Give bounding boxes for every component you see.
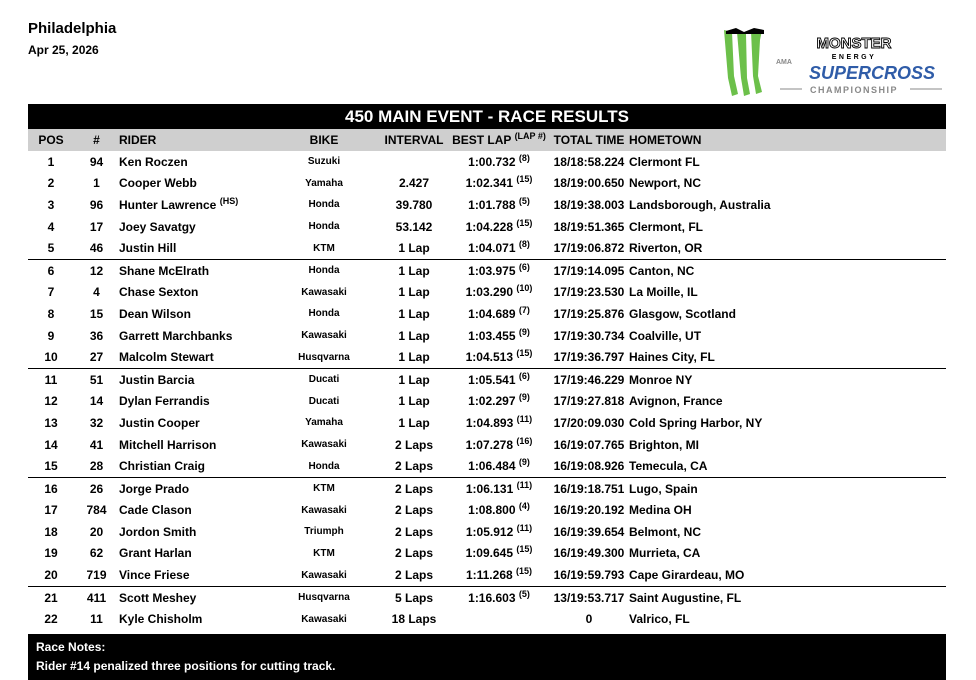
- row-num: 62: [89, 546, 104, 561]
- results-table: [28, 129, 946, 630]
- row-pos: 15: [28, 455, 74, 477]
- event-date: Apr 25, 2026: [28, 43, 99, 57]
- table-row: [28, 608, 946, 630]
- table-row: [28, 216, 946, 238]
- row-hometown: Newport, NC: [629, 176, 701, 191]
- row-pos: 17: [44, 503, 58, 518]
- row-best-lap: 1:03.455 $^{(9)}$: [468, 326, 530, 343]
- row-rider: Dean Wilson: [119, 306, 191, 321]
- row-interval: 1 Lap: [398, 263, 430, 278]
- row-best-lap: 1:06.131 $^{(11)}$: [465, 479, 533, 496]
- row-total-time: 17/19:14.095: [553, 263, 625, 278]
- row-total-time: 17/19:25.876: [553, 306, 625, 321]
- row-interval: 1 Lap: [398, 328, 430, 343]
- row-hometown: Clermont FL: [629, 154, 700, 169]
- row-rider: Garrett Marchbanks: [119, 328, 233, 343]
- row-interval: 1 Lap: [398, 415, 430, 430]
- row-hometown: Cold Spring Harbor, NY: [629, 415, 763, 430]
- row-hometown: Valrico, FL: [629, 612, 690, 627]
- row-interval: [379, 151, 449, 173]
- lap-number: (6): [518, 261, 530, 272]
- table-row: [28, 500, 946, 522]
- row-num: 1: [93, 176, 100, 191]
- row-total-time: 16/19:39.654: [553, 524, 625, 539]
- row-pos: 2: [47, 176, 55, 191]
- row-total-time: 18/19:51.365: [553, 219, 625, 234]
- row-total-time: 16/19:20.192: [553, 503, 625, 518]
- table-row: [28, 173, 946, 195]
- row-pos: 8: [47, 306, 55, 321]
- row-total-time: 16/19:07.765: [553, 437, 625, 452]
- row-hometown: Lugo, Spain: [629, 481, 698, 496]
- lap-number: (15): [516, 217, 533, 228]
- lap-number: (9): [518, 326, 530, 337]
- row-num: 46: [74, 237, 119, 259]
- row-interval: 39.780: [395, 197, 433, 212]
- row-hometown: Glasgow, Scotland: [629, 306, 736, 321]
- row-interval: 1 Lap: [398, 306, 430, 321]
- row-rider: Shane McElrath: [119, 263, 210, 278]
- row-pos: 10: [28, 346, 74, 368]
- row-total-time: 17/19:30.734: [553, 328, 625, 343]
- row-hometown: Avignon, France: [629, 394, 723, 409]
- row-num: 51: [89, 372, 104, 387]
- row-rider: Malcolm Stewart: [119, 346, 269, 368]
- row-rider: Kyle Chisholm: [119, 612, 203, 627]
- row-hometown: Landsborough, Australia: [629, 197, 771, 212]
- row-bike: Kawasaki: [301, 613, 347, 625]
- row-num: 27: [74, 346, 119, 368]
- table-row: [28, 368, 946, 390]
- row-hometown: Saint Augustine, FL: [629, 590, 742, 605]
- table-row: [28, 564, 946, 586]
- row-num: 12: [89, 263, 104, 278]
- race-notes-text: Rider #14 penalized three positions for cutting track.: [36, 659, 336, 673]
- lap-number: (15): [516, 174, 533, 185]
- row-pos: 3: [47, 197, 55, 212]
- lap-number: (11): [516, 522, 533, 533]
- row-interval: 1 Lap: [398, 394, 430, 409]
- row-bike: KTM: [269, 237, 379, 259]
- row-best-lap: 1:00.732 $^{(8)}$: [468, 152, 530, 169]
- row-interval: 2 Laps: [394, 437, 433, 452]
- row-pos: 9: [47, 328, 55, 343]
- row-hometown: Murrieta, CA: [629, 546, 701, 561]
- row-pos: 20: [28, 564, 74, 586]
- row-best-lap: 1:03.290 $^{(10)}$: [465, 283, 533, 300]
- row-total-time: 16/19:18.751: [553, 481, 625, 496]
- row-bike: Honda: [308, 199, 340, 211]
- row-num: 411: [86, 590, 107, 605]
- row-interval: 1 Lap: [398, 372, 430, 387]
- row-hometown: Medina OH: [629, 503, 692, 518]
- row-num: 28: [74, 455, 119, 477]
- lap-number: (9): [518, 457, 530, 468]
- row-pos: 11: [44, 372, 58, 387]
- row-num: 96: [89, 197, 104, 212]
- row-interval: 53.142: [395, 219, 433, 234]
- row-bike: Kawasaki: [301, 286, 347, 298]
- row-pos: 7: [47, 285, 55, 300]
- lap-number: (10): [516, 283, 533, 294]
- row-pos: 16: [44, 481, 58, 496]
- row-rider: Cooper Webb: [119, 176, 197, 191]
- row-num: 719: [74, 564, 119, 586]
- table-row: [28, 151, 946, 173]
- row-interval: 2 Laps: [379, 564, 449, 586]
- table-row: [28, 303, 946, 325]
- row-bike: Ducati: [308, 395, 340, 407]
- monster-claw-icon: [724, 28, 764, 96]
- lap-number: (5): [518, 588, 530, 599]
- table-row: [28, 194, 946, 216]
- row-bike: Husqvarna: [298, 592, 350, 604]
- row-interval: 2.427: [398, 176, 430, 191]
- col-interval: INTERVAL: [379, 129, 449, 151]
- row-hometown: Brighton, MI: [629, 437, 699, 452]
- row-hometown: Belmont, NC: [629, 524, 701, 539]
- row-interval: 2 Laps: [394, 481, 433, 496]
- race-notes: [28, 634, 946, 680]
- row-best-lap: 1:04.893 $^{(11)}$: [465, 413, 533, 430]
- lap-number: (15): [516, 544, 533, 555]
- row-interval: 1 Lap: [379, 237, 449, 259]
- row-bike: Triumph: [304, 526, 344, 538]
- lap-number: (7): [518, 304, 530, 315]
- row-best-lap: 1:06.484 $^{(9)}$: [449, 455, 549, 477]
- table-row: [28, 521, 946, 543]
- row-pos: 6: [47, 263, 55, 278]
- row-rider: Ken Roczen: [119, 154, 188, 169]
- row-pos: 13: [44, 415, 58, 430]
- table-header-row: [28, 129, 946, 151]
- row-num: 94: [89, 154, 104, 169]
- lap-number: (15): [516, 566, 533, 577]
- col-pos: POS: [28, 129, 74, 151]
- col-num: #: [74, 129, 119, 151]
- row-bike: Ducati: [308, 374, 340, 386]
- row-bike: KTM: [313, 547, 335, 559]
- row-best-lap: 1:01.788 $^{(5)}$: [468, 195, 530, 212]
- svg-text:ENERGY: ENERGY: [831, 54, 877, 61]
- svg-text:CHAMPIONSHIP: CHAMPIONSHIP: [809, 85, 899, 95]
- lap-number: (8): [518, 239, 530, 250]
- row-total-time: 17/19:27.818: [553, 394, 625, 409]
- table-row: [28, 391, 946, 413]
- row-num: 15: [89, 306, 104, 321]
- row-hometown: Monroe NY: [629, 372, 693, 387]
- row-best-lap: 1:11.268 $^{(15)}$: [449, 564, 549, 586]
- row-pos: 12: [44, 394, 58, 409]
- table-row: [28, 543, 946, 565]
- row-bike: Kawasaki: [301, 504, 347, 516]
- table-row: [28, 455, 946, 477]
- row-total-time: 17/19:06.872: [549, 237, 629, 259]
- row-interval: 2 Laps: [394, 546, 433, 561]
- row-num: 11: [90, 612, 103, 627]
- row-bike: Honda: [308, 308, 340, 320]
- lap-number: (11): [516, 413, 533, 424]
- row-rider: Justin Barcia: [119, 372, 195, 387]
- row-rider: Justin Cooper: [119, 415, 200, 430]
- lap-number: (11): [516, 479, 533, 490]
- row-pos: 5: [28, 237, 74, 259]
- row-pos: 18: [44, 524, 58, 539]
- row-total-time: 16/19:49.300: [553, 546, 625, 561]
- lap-number: (16): [516, 435, 533, 446]
- svg-text:SUPERCROSS: SUPERCROSS: [808, 63, 936, 83]
- row-pos: 19: [44, 546, 58, 561]
- row-num: 14: [89, 394, 104, 409]
- row-total-time: 16/19:08.926: [549, 455, 629, 477]
- row-rider: Hunter Lawrence $^{(HS)}$: [119, 195, 239, 212]
- row-num: 41: [89, 437, 104, 452]
- row-best-lap: 1:07.278 $^{(16)}$: [465, 435, 533, 452]
- row-best-lap: 1:08.800 $^{(4)}$: [468, 501, 530, 518]
- row-num: 4: [93, 285, 100, 300]
- row-rider: Grant Harlan: [119, 546, 192, 561]
- lap-number: (8): [518, 152, 530, 163]
- row-rider: Chase Sexton: [119, 285, 199, 300]
- row-total-time: 17/19:36.797: [549, 346, 629, 368]
- row-hometown: Clermont, FL: [629, 219, 703, 234]
- row-num: 20: [89, 524, 104, 539]
- lap-number: (6): [518, 370, 530, 381]
- row-rider: Vince Friese: [119, 564, 269, 586]
- row-pos: 22: [44, 612, 58, 627]
- row-rider: Mitchell Harrison: [119, 437, 217, 452]
- row-bike: Kawasaki: [269, 564, 379, 586]
- row-total-time: 17/19:23.530: [553, 285, 625, 300]
- row-total-time: 18/18:58.224: [553, 154, 625, 169]
- table-row: [28, 412, 946, 434]
- row-best-lap: 1:04.513 $^{(15)}$: [449, 346, 549, 368]
- row-pos: 1: [47, 154, 55, 169]
- table-row: [28, 586, 946, 608]
- row-best-lap: 1:05.541 $^{(6)}$: [468, 370, 530, 387]
- table-row: [28, 325, 946, 347]
- row-rider: Cade Clason: [119, 503, 192, 518]
- row-num: 32: [89, 415, 104, 430]
- row-interval: 18 Laps: [391, 612, 437, 627]
- col-best-lap: BEST LAP $^{(LAP \#)}$: [449, 129, 549, 151]
- row-bike: Honda: [269, 455, 379, 477]
- row-rider: Justin Hill: [119, 237, 269, 259]
- table-row: [28, 477, 946, 499]
- race-notes-title: Race Notes:: [36, 640, 106, 654]
- row-pos: 14: [44, 437, 58, 452]
- row-total-time: 16/19:59.793: [549, 564, 629, 586]
- row-interval: 5 Laps: [394, 590, 433, 605]
- row-rider: Jorge Prado: [119, 481, 190, 496]
- row-rider: Jordon Smith: [119, 524, 197, 539]
- row-rider: Scott Meshey: [119, 590, 197, 605]
- lap-number: (5): [518, 195, 530, 206]
- table-row: [28, 346, 946, 368]
- svg-text:AMA: AMA: [776, 59, 792, 66]
- table-row: [28, 282, 946, 304]
- table-row: [28, 237, 946, 259]
- col-bike: BIKE: [269, 129, 379, 151]
- row-best-lap: 1:16.603 $^{(5)}$: [468, 588, 530, 605]
- row-bike: Honda: [308, 265, 340, 277]
- row-total-time: 0: [585, 612, 593, 627]
- row-hometown: Riverton, OR: [629, 237, 946, 259]
- event-city: Philadelphia: [28, 20, 117, 37]
- row-best-lap: 1:04.228 $^{(15)}$: [465, 217, 533, 234]
- row-pos: 4: [47, 219, 55, 234]
- row-best-lap: 1:03.975 $^{(6)}$: [468, 261, 530, 278]
- row-num: 26: [89, 481, 104, 496]
- row-total-time: 18/19:38.003: [553, 197, 625, 212]
- col-total-time: TOTAL TIME: [549, 129, 629, 151]
- row-best-lap: 1:09.645 $^{(15)}$: [465, 544, 533, 561]
- row-hometown: La Moille, IL: [629, 285, 698, 300]
- row-bike: Husqvarna: [269, 346, 379, 368]
- row-bike: Yamaha: [305, 417, 343, 429]
- row-total-time: 17/20:09.030: [553, 415, 625, 430]
- row-total-time: 17/19:46.229: [553, 372, 625, 387]
- results-title: 450 MAIN EVENT - RACE RESULTS: [28, 104, 946, 129]
- lap-number: (4): [518, 501, 530, 512]
- row-interval: 2 Laps: [379, 455, 449, 477]
- row-best-lap: 1:04.071 $^{(8)}$: [449, 237, 549, 259]
- row-bike: Honda: [308, 221, 340, 233]
- row-num: 36: [89, 328, 104, 343]
- row-interval: 1 Lap: [398, 285, 430, 300]
- monster-supercross-logo: [720, 28, 946, 98]
- row-hometown: Cape Girardeau, MO: [629, 564, 946, 586]
- svg-text:MONSTER: MONSTER: [816, 35, 892, 52]
- lap-number: (15): [516, 348, 533, 359]
- row-hometown: Coalville, UT: [629, 328, 702, 343]
- row-best-lap: 1:02.297 $^{(9)}$: [468, 392, 530, 409]
- row-best-lap: 1:05.912 $^{(11)}$: [465, 522, 533, 539]
- row-bike: Kawasaki: [301, 330, 347, 342]
- row-best-lap: [449, 608, 549, 630]
- row-total-time: 13/19:53.717: [553, 590, 625, 605]
- row-bike: Yamaha: [305, 177, 343, 189]
- event-header: [28, 20, 116, 57]
- row-interval: 1 Lap: [379, 346, 449, 368]
- row-hometown: Haines City, FL: [629, 346, 946, 368]
- row-best-lap: 1:04.689 $^{(7)}$: [468, 304, 530, 321]
- lap-number: (9): [518, 392, 530, 403]
- col-rider: RIDER: [119, 129, 269, 151]
- row-hometown: Canton, NC: [629, 263, 695, 278]
- row-best-lap: 1:02.341 $^{(15)}$: [465, 174, 533, 191]
- row-rider: Christian Craig: [119, 455, 269, 477]
- table-row: [28, 434, 946, 456]
- row-num: 17: [89, 219, 104, 234]
- col-hometown: HOMETOWN: [629, 129, 946, 151]
- row-bike: Kawasaki: [301, 439, 347, 451]
- row-num: 784: [86, 503, 107, 518]
- row-interval: 2 Laps: [394, 524, 433, 539]
- row-total-time: 18/19:00.650: [553, 176, 625, 191]
- row-bike: Suzuki: [307, 156, 341, 168]
- row-hometown: Temecula, CA: [629, 455, 946, 477]
- row-rider: Dylan Ferrandis: [119, 394, 210, 409]
- row-rider: Joey Savatgy: [119, 219, 196, 234]
- row-interval: 2 Laps: [394, 503, 433, 518]
- row-bike: KTM: [313, 483, 335, 495]
- table-row: [28, 259, 946, 281]
- rider-tag: (HS): [219, 195, 239, 206]
- row-pos: 21: [44, 590, 58, 605]
